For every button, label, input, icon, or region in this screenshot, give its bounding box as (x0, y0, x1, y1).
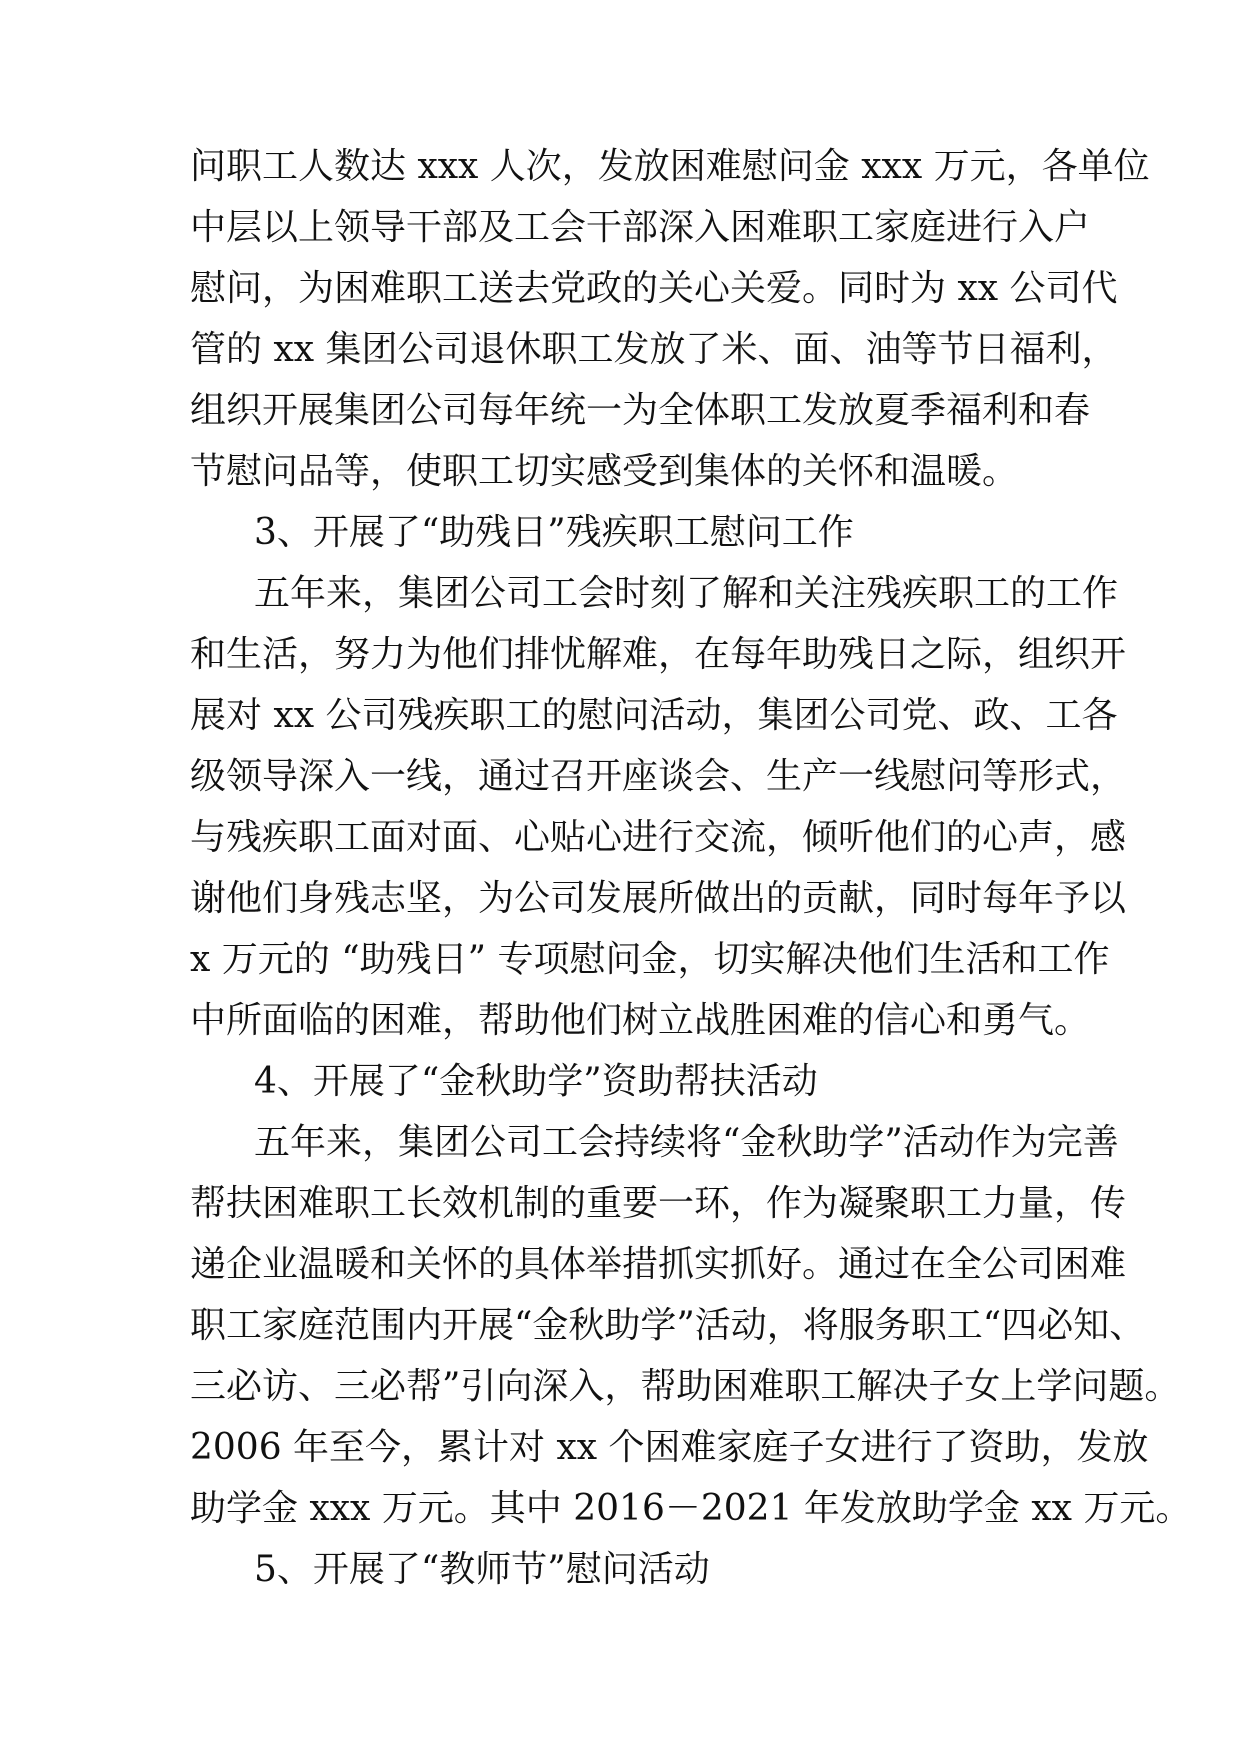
paragraph-line: 五年来，集团公司工会时刻了解和关注残疾职工的工作 (254, 573, 1119, 614)
paragraph-line: 助学金 xxx 万元。其中 2016－2021 年发放助学金 xx 万元。 (190, 1488, 1192, 1529)
paragraph-line: 中层以上领导干部及工会干部深入困难职工家庭进行入户 (190, 207, 1091, 248)
section-heading: 4、开展了“金秋助学”资助帮扶活动 (254, 1061, 818, 1102)
paragraph-line: 五年来，集团公司工会持续将“金秋助学”活动作为完善 (254, 1122, 1119, 1163)
paragraph-line: 三必访、三必帮”引向深入，帮助困难职工解决子女上学问题。 (190, 1366, 1181, 1407)
section-heading: 5、开展了“教师节”慰问活动 (254, 1549, 710, 1590)
paragraph-line: 2006 年至今，累计对 xx 个困难家庭子女进行了资助，发放 (190, 1427, 1149, 1468)
paragraph-line: x 万元的 “助残日” 专项慰问金，切实解决他们生活和工作 (190, 939, 1110, 980)
paragraph-line: 节慰问品等，使职工切实感受到集体的关怀和温暖。 (190, 451, 1019, 492)
paragraph-line: 问职工人数达 xxx 人次，发放困难慰问金 xxx 万元，各单位 (190, 146, 1150, 187)
paragraph-line: 谢他们身残志坚，为公司发展所做出的贡献，同时每年予以 (190, 878, 1127, 919)
paragraph-line: 管的 xx 集团公司退休职工发放了米、面、油等节日福利， (190, 329, 1118, 370)
paragraph-line: 中所面临的困难，帮助他们树立战胜困难的信心和勇气。 (190, 1000, 1091, 1041)
section-heading: 3、开展了“助残日”残疾职工慰问工作 (254, 512, 854, 553)
paragraph-line: 慰问，为困难职工送去党政的关心关爱。同时为 xx 公司代 (190, 268, 1118, 309)
paragraph-line: 递企业温暖和关怀的具体举措抓实抓好。通过在全公司困难 (190, 1244, 1127, 1285)
paragraph-line: 职工家庭范围内开展“金秋助学”活动，将服务职工“四必知、 (190, 1305, 1146, 1346)
paragraph-line: 展对 xx 公司残疾职工的慰问活动，集团公司党、政、工各 (190, 695, 1118, 736)
paragraph-line: 组织开展集团公司每年统一为全体职工发放夏季福利和春 (190, 390, 1091, 431)
paragraph-line: 帮扶困难职工长效机制的重要一环，作为凝聚职工力量，传 (190, 1183, 1127, 1224)
paragraph-line: 级领导深入一线，通过召开座谈会、生产一线慰问等形式， (190, 756, 1127, 797)
paragraph-line: 和生活，努力为他们排忧解难，在每年助残日之际，组织开 (190, 634, 1127, 675)
paragraph-line: 与残疾职工面对面、心贴心进行交流，倾听他们的心声，感 (190, 817, 1127, 858)
